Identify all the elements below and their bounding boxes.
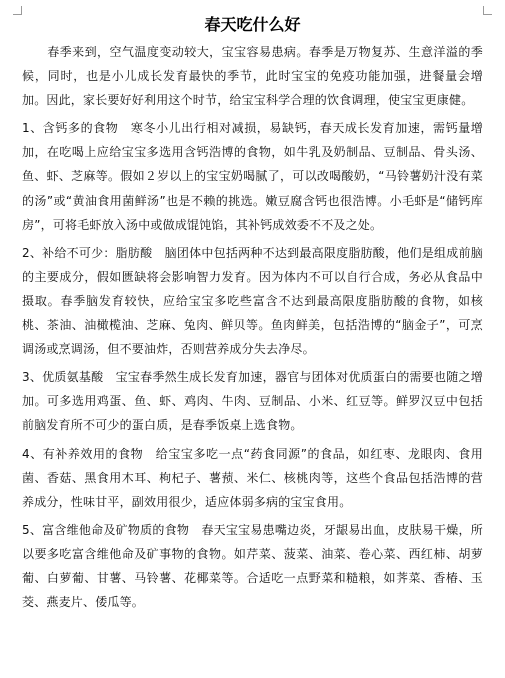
- section-calcium: 1、含钙多的食物 寒冬小儿出行相对减损，易缺钙，春天成长发育加速，需钙量增加，在吃喝上应给宝宝多选用含钙浩博的食物，如牛乳及奶制品、豆制品、骨头汤、鱼、虾、芝麻等。假如２岁以上的宝宝奶喝腻了，可以改喝酸奶，“马铃薯奶汁没有菜的汤”或“黄油食用菌鲜汤”也是不赖的挑选。嫩豆腐含钙也很浩博。小毛虾是“储钙库房”，可将毛虾放入汤中或做成馄饨馅，其补钙成效委不不及之处。: [22, 121, 483, 232]
- section-fatty-acids: 2、补给不可少：脂肪酸 脑团体中包括两种不达到最高限度脂肪酸，他们是组成前脑的主要成分，假如匮缺将会影响智力发育。因为体内不可以自行合成，务必从食品中摄取。春季脑发育较快，应给宝宝多吃些富含不达到最高限度脂肪酸的食物，如核桃、茶油、油橄榄油、芝麻、兔肉、鲜贝等。鱼肉鲜美，包括浩博的“脑金子”，可烹调汤或烹调汤，但不要油炸，否则营养成分失去净尽。: [22, 245, 483, 357]
- document-title: 春天吃什么好: [204, 15, 301, 34]
- document-body: [22, 0, 483, 614]
- page-corner-mark-left: [13, 6, 22, 15]
- section-protein: 3、优质氨基酸 宝宝春季然生成长发育加速，器官与团体对优质蛋白的需要也随之增加。可多选用鸡蛋、鱼、虾、鸡肉、牛肉、豆制品、小米、红豆等。鲜罗汉豆中包括前脑发育所不可少的蛋白质，是春季饭桌上选食物。: [22, 370, 483, 433]
- page-corner-mark-right: [483, 6, 492, 15]
- intro-paragraph: 春季来到，空气温度变动较大，宝宝容易患病。春季是万物复苏、生意洋溢的季候，同时，也是小儿成长发育最快的季节，此时宝宝的免疫功能加强，进餐量会增加。因此，家长要好好利用这个时节，给宝宝科学合理的饮食调理，使宝宝更康健。: [22, 45, 483, 108]
- section-vitamins-minerals: 5、富含维他命及矿物质的食物 春天宝宝易患嘴边炎，牙龈易出血，皮肤易干燥，所以要多吃富含维他命及矿事物的食物。如芹菜、菠菜、油菜、卷心菜、西红柿、胡萝葡、白萝葡、甘薯、马铃薯、花椰菜等。合适吃一点野菜和糙粮，如荠菜、香椿、玉茭、燕麦片、倭瓜等。: [22, 522, 483, 610]
- section-tonic-foods: 4、有补养效用的食物 给宝宝多吃一点“药食同源”的食品，如红枣、龙眼肉、食用菌、香菇、黑食用木耳、枸杞子、薯蓣、米仁、核桃肉等，这些个食品包括浩博的营养成分，性味甘平，副效用很少，适应体弱多病的宝宝食用。: [22, 446, 483, 509]
